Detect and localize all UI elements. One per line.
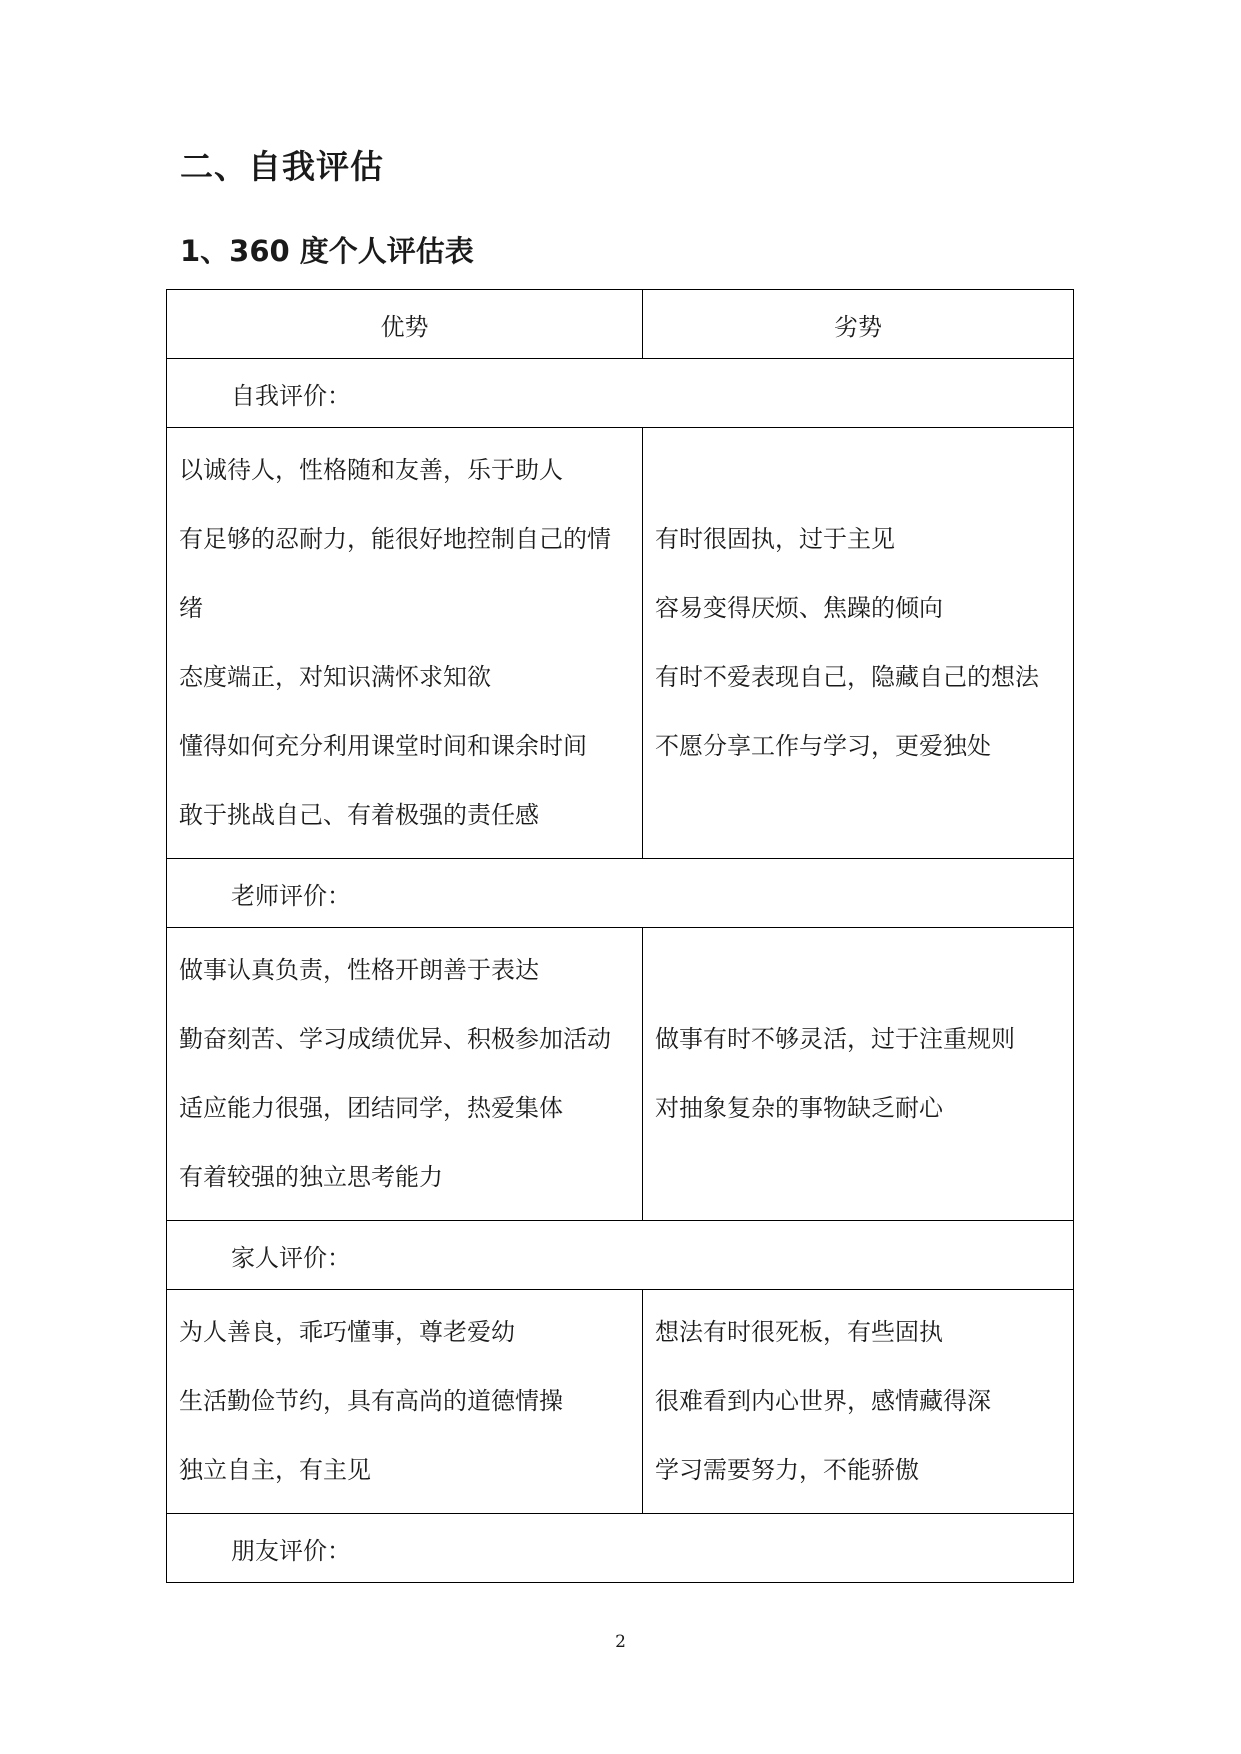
strength-item: 有着较强的独立思考能力 (179, 1163, 443, 1191)
family-eval-title: 家人评价： (167, 1221, 1074, 1290)
self-eval-section-row (167, 359, 1074, 428)
strength-item: 做事认真负责，性格开朗善于表达 (179, 956, 539, 984)
teacher-eval-weaknesses (643, 928, 1074, 1221)
teacher-eval-content-row (167, 928, 1074, 1221)
friend-eval-title: 朋友评价： (167, 1514, 1074, 1583)
strength-item: 独立自主，有主见 (179, 1456, 371, 1484)
teacher-eval-section-row (167, 859, 1074, 928)
strength-item: 有足够的忍耐力，能很好地控制自己的情 (179, 525, 611, 553)
strength-item: 适应能力很强，团结同学，热爱集体 (179, 1094, 563, 1122)
weakness-item: 容易变得厌烦、焦躁的倾向 (655, 594, 943, 622)
family-eval-strengths (167, 1290, 643, 1514)
strength-item: 勤奋刻苦、学习成绩优异、积极参加活动 (179, 1025, 611, 1053)
weakness-item: 有时很固执，过于主见 (655, 525, 895, 553)
weakness-item: 想法有时很死板，有些固执 (655, 1318, 943, 1346)
teacher-eval-title: 老师评价： (167, 859, 1074, 928)
table-header-row (167, 290, 1074, 359)
page-number: 2 (615, 1632, 626, 1652)
strength-item: 懂得如何充分利用课堂时间和课余时间 (179, 732, 587, 760)
weakness-item: 不愿分享工作与学习，更爱独处 (655, 732, 991, 760)
weakness-item: 做事有时不够灵活，过于注重规则 (655, 1025, 1015, 1053)
evaluation-table (166, 289, 1074, 1583)
strength-item: 为人善良，乖巧懂事，尊老爱幼 (179, 1318, 515, 1346)
strength-item: 敢于挑战自己、有着极强的责任感 (179, 801, 539, 829)
weakness-item: 有时不爱表现自己，隐藏自己的想法 (655, 663, 1039, 691)
strength-item: 以诚待人，性格随和友善，乐于助人 (179, 456, 563, 484)
strength-item: 生活勤俭节约，具有高尚的道德情操 (179, 1387, 563, 1415)
strength-item: 态度端正，对知识满怀求知欲 (179, 663, 491, 691)
family-eval-weaknesses (643, 1290, 1074, 1514)
table-title: 1、360 度个人评估表 (180, 234, 474, 268)
strength-item: 绪 (179, 594, 203, 622)
self-eval-weaknesses (643, 428, 1074, 859)
section-heading: 二、自我评估 (180, 147, 384, 186)
friend-eval-section-row (167, 1514, 1074, 1583)
weakness-item: 学习需要努力，不能骄傲 (655, 1456, 919, 1484)
self-eval-content-row (167, 428, 1074, 859)
weakness-item: 对抽象复杂的事物缺乏耐心 (655, 1094, 943, 1122)
self-eval-title: 自我评价： (167, 359, 1074, 428)
teacher-eval-strengths (167, 928, 643, 1221)
self-eval-strengths (167, 428, 643, 859)
strengths-header: 优势 (167, 290, 643, 359)
family-eval-section-row (167, 1221, 1074, 1290)
weakness-item: 很难看到内心世界，感情藏得深 (655, 1387, 991, 1415)
family-eval-content-row (167, 1290, 1074, 1514)
weaknesses-header: 劣势 (643, 290, 1074, 359)
